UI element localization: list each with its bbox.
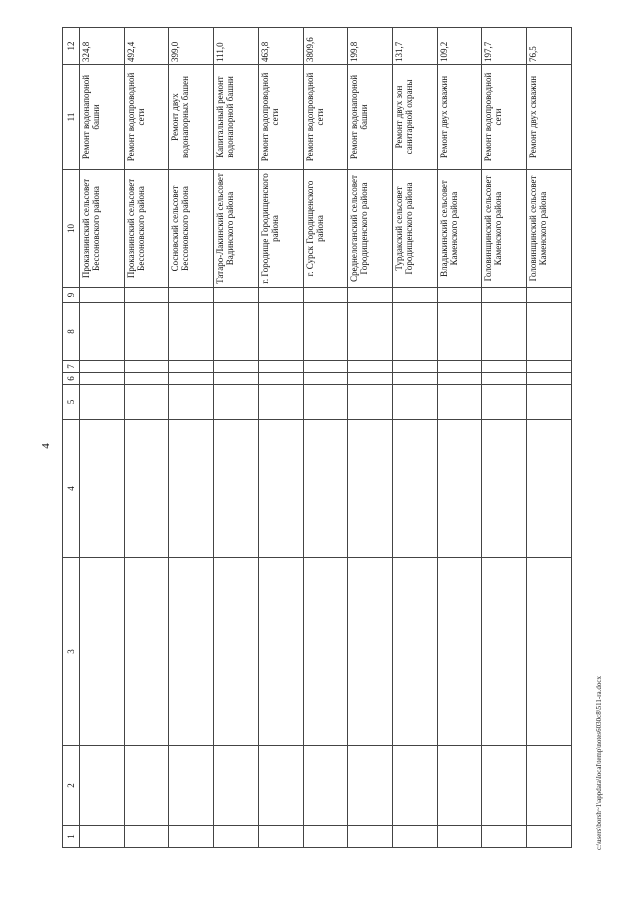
empty-cell bbox=[348, 558, 393, 746]
empty-cell bbox=[527, 420, 572, 558]
amount-cell: 197,7 bbox=[482, 28, 527, 65]
table-row bbox=[437, 28, 482, 848]
empty-cell bbox=[348, 746, 393, 826]
empty-cell bbox=[80, 288, 125, 303]
empty-cell bbox=[80, 373, 125, 385]
column-header-3: 3 bbox=[63, 558, 80, 746]
amount-cell: 324,8 bbox=[80, 28, 125, 65]
table-row bbox=[303, 28, 348, 848]
empty-cell bbox=[214, 746, 259, 826]
municipality-cell: Головинщинский сельсовет Каменского района bbox=[527, 170, 572, 288]
municipality-cell: Владыкинский сельсовет Каменского района bbox=[437, 170, 482, 288]
empty-cell bbox=[348, 303, 393, 361]
empty-cell bbox=[303, 361, 348, 373]
empty-cell bbox=[258, 303, 303, 361]
empty-cell bbox=[348, 288, 393, 303]
municipality-cell: г. Сурск Городищенского района bbox=[303, 170, 348, 288]
empty-cell bbox=[124, 420, 169, 558]
empty-cell bbox=[393, 303, 438, 361]
municipality-cell: Головинщинский сельсовет Каменского района bbox=[482, 170, 527, 288]
empty-cell bbox=[437, 385, 482, 420]
empty-cell bbox=[258, 373, 303, 385]
work-description-cell: Ремонт водонапорной башни bbox=[348, 65, 393, 170]
column-header-11: 11 bbox=[63, 65, 80, 170]
empty-cell bbox=[258, 826, 303, 848]
empty-cell bbox=[393, 558, 438, 746]
empty-cell bbox=[527, 288, 572, 303]
empty-cell bbox=[169, 420, 214, 558]
empty-cell bbox=[124, 826, 169, 848]
empty-cell bbox=[258, 558, 303, 746]
municipality-cell: Турдакский сельсовет Городищенского района bbox=[393, 170, 438, 288]
column-header-10: 10 bbox=[63, 170, 80, 288]
work-description-cell: Ремонт водонапорной башни bbox=[80, 65, 125, 170]
table-row bbox=[527, 28, 572, 848]
empty-cell bbox=[80, 826, 125, 848]
empty-cell bbox=[124, 303, 169, 361]
amount-cell: 199,8 bbox=[348, 28, 393, 65]
empty-cell bbox=[437, 558, 482, 746]
work-description-cell: Ремонт двух водонапорных башен bbox=[169, 65, 214, 170]
amount-cell: 109,2 bbox=[437, 28, 482, 65]
empty-cell bbox=[258, 746, 303, 826]
empty-cell bbox=[527, 361, 572, 373]
empty-cell bbox=[124, 746, 169, 826]
empty-cell bbox=[169, 826, 214, 848]
empty-cell bbox=[437, 373, 482, 385]
empty-cell bbox=[482, 746, 527, 826]
empty-cell bbox=[214, 385, 259, 420]
empty-cell bbox=[482, 826, 527, 848]
table-row bbox=[393, 28, 438, 848]
column-header-1: 1 bbox=[63, 826, 80, 848]
page-number: 4 bbox=[40, 443, 52, 449]
empty-cell bbox=[214, 558, 259, 746]
empty-cell bbox=[437, 288, 482, 303]
empty-cell bbox=[348, 826, 393, 848]
empty-cell bbox=[437, 303, 482, 361]
column-header-4: 4 bbox=[63, 420, 80, 558]
empty-cell bbox=[124, 558, 169, 746]
amount-cell: 76,5 bbox=[527, 28, 572, 65]
municipality-cell: Среднелоганский сельсовет Городищенского района bbox=[348, 170, 393, 288]
empty-cell bbox=[527, 385, 572, 420]
table-row bbox=[348, 28, 393, 848]
work-description-cell: Ремонт двух зон санитарной охраны bbox=[393, 65, 438, 170]
empty-cell bbox=[527, 558, 572, 746]
municipality-cell: Проказнинский сельсовет Бессоновского района bbox=[80, 170, 125, 288]
municipality-cell: Проказнинский сельсовет Бессоновского района bbox=[124, 170, 169, 288]
municipality-cell: Сосновский сельсовет Бессоновского района bbox=[169, 170, 214, 288]
work-description-cell: Ремонт водопроводной сети bbox=[482, 65, 527, 170]
empty-cell bbox=[169, 373, 214, 385]
empty-cell bbox=[482, 361, 527, 373]
table-row bbox=[124, 28, 169, 848]
empty-cell bbox=[80, 558, 125, 746]
table-row bbox=[80, 28, 125, 848]
empty-cell bbox=[214, 303, 259, 361]
empty-cell bbox=[80, 303, 125, 361]
empty-cell bbox=[214, 420, 259, 558]
empty-cell bbox=[393, 288, 438, 303]
empty-cell bbox=[393, 746, 438, 826]
empty-cell bbox=[482, 303, 527, 361]
amount-cell: 131,7 bbox=[393, 28, 438, 65]
empty-cell bbox=[258, 385, 303, 420]
empty-cell bbox=[437, 420, 482, 558]
column-header-7: 7 bbox=[63, 361, 80, 373]
empty-cell bbox=[124, 385, 169, 420]
column-header-5: 5 bbox=[63, 385, 80, 420]
empty-cell bbox=[393, 420, 438, 558]
empty-cell bbox=[124, 373, 169, 385]
empty-cell bbox=[169, 303, 214, 361]
work-description-cell: Ремонт водопроводной сети bbox=[124, 65, 169, 170]
empty-cell bbox=[348, 385, 393, 420]
empty-cell bbox=[303, 385, 348, 420]
amount-cell: 3809,6 bbox=[303, 28, 348, 65]
empty-cell bbox=[80, 385, 125, 420]
empty-cell bbox=[303, 746, 348, 826]
work-description-cell: Капитальный ремонт водонапорной башни bbox=[214, 65, 259, 170]
amount-cell: 111,0 bbox=[214, 28, 259, 65]
empty-cell bbox=[527, 746, 572, 826]
rotated-table-container bbox=[62, 28, 572, 848]
header-row bbox=[63, 28, 80, 848]
empty-cell bbox=[303, 558, 348, 746]
empty-cell bbox=[437, 826, 482, 848]
work-description-cell: Ремонт водопроводной сети bbox=[258, 65, 303, 170]
empty-cell bbox=[258, 361, 303, 373]
column-header-12: 12 bbox=[63, 28, 80, 65]
column-header-9: 9 bbox=[63, 288, 80, 303]
empty-cell bbox=[527, 826, 572, 848]
amount-cell: 492,4 bbox=[124, 28, 169, 65]
empty-cell bbox=[303, 826, 348, 848]
empty-cell bbox=[169, 385, 214, 420]
empty-cell bbox=[214, 361, 259, 373]
empty-cell bbox=[124, 288, 169, 303]
municipality-cell: г. Городище Городищенского района bbox=[258, 170, 303, 288]
work-description-cell: Ремонт двух скважин bbox=[437, 65, 482, 170]
work-description-cell: Ремонт двух скважин bbox=[527, 65, 572, 170]
empty-cell bbox=[169, 361, 214, 373]
municipality-cell: Татаро-Лакинский сельсовет Вадинского района bbox=[214, 170, 259, 288]
empty-cell bbox=[214, 288, 259, 303]
table-row bbox=[169, 28, 214, 848]
table-row bbox=[482, 28, 527, 848]
empty-cell bbox=[437, 746, 482, 826]
amount-cell: 463,8 bbox=[258, 28, 303, 65]
empty-cell bbox=[303, 373, 348, 385]
empty-cell bbox=[169, 288, 214, 303]
empty-cell bbox=[527, 303, 572, 361]
empty-cell bbox=[527, 373, 572, 385]
empty-cell bbox=[258, 288, 303, 303]
empty-cell bbox=[80, 361, 125, 373]
empty-cell bbox=[482, 420, 527, 558]
work-description-cell: Ремонт водопроводной сети bbox=[303, 65, 348, 170]
empty-cell bbox=[393, 373, 438, 385]
empty-cell bbox=[303, 288, 348, 303]
table-row bbox=[258, 28, 303, 848]
empty-cell bbox=[348, 373, 393, 385]
empty-cell bbox=[214, 826, 259, 848]
empty-cell bbox=[303, 420, 348, 558]
empty-cell bbox=[214, 373, 259, 385]
empty-cell bbox=[482, 288, 527, 303]
empty-cell bbox=[169, 746, 214, 826]
data-table bbox=[62, 27, 572, 848]
empty-cell bbox=[393, 361, 438, 373]
empty-cell bbox=[303, 303, 348, 361]
empty-cell bbox=[437, 361, 482, 373]
footer-path: c:\users\borsh~1\appdata\local\temp\notes6030c8\511-ra.docx bbox=[595, 675, 603, 850]
empty-cell bbox=[393, 385, 438, 420]
empty-cell bbox=[482, 385, 527, 420]
empty-cell bbox=[393, 826, 438, 848]
empty-cell bbox=[169, 558, 214, 746]
empty-cell bbox=[124, 361, 169, 373]
empty-cell bbox=[80, 420, 125, 558]
empty-cell bbox=[482, 373, 527, 385]
column-header-6: 6 bbox=[63, 373, 80, 385]
empty-cell bbox=[348, 361, 393, 373]
empty-cell bbox=[258, 420, 303, 558]
empty-cell bbox=[348, 420, 393, 558]
empty-cell bbox=[482, 558, 527, 746]
table-row bbox=[214, 28, 259, 848]
empty-cell bbox=[80, 746, 125, 826]
column-header-2: 2 bbox=[63, 746, 80, 826]
amount-cell: 399,0 bbox=[169, 28, 214, 65]
column-header-8: 8 bbox=[63, 303, 80, 361]
